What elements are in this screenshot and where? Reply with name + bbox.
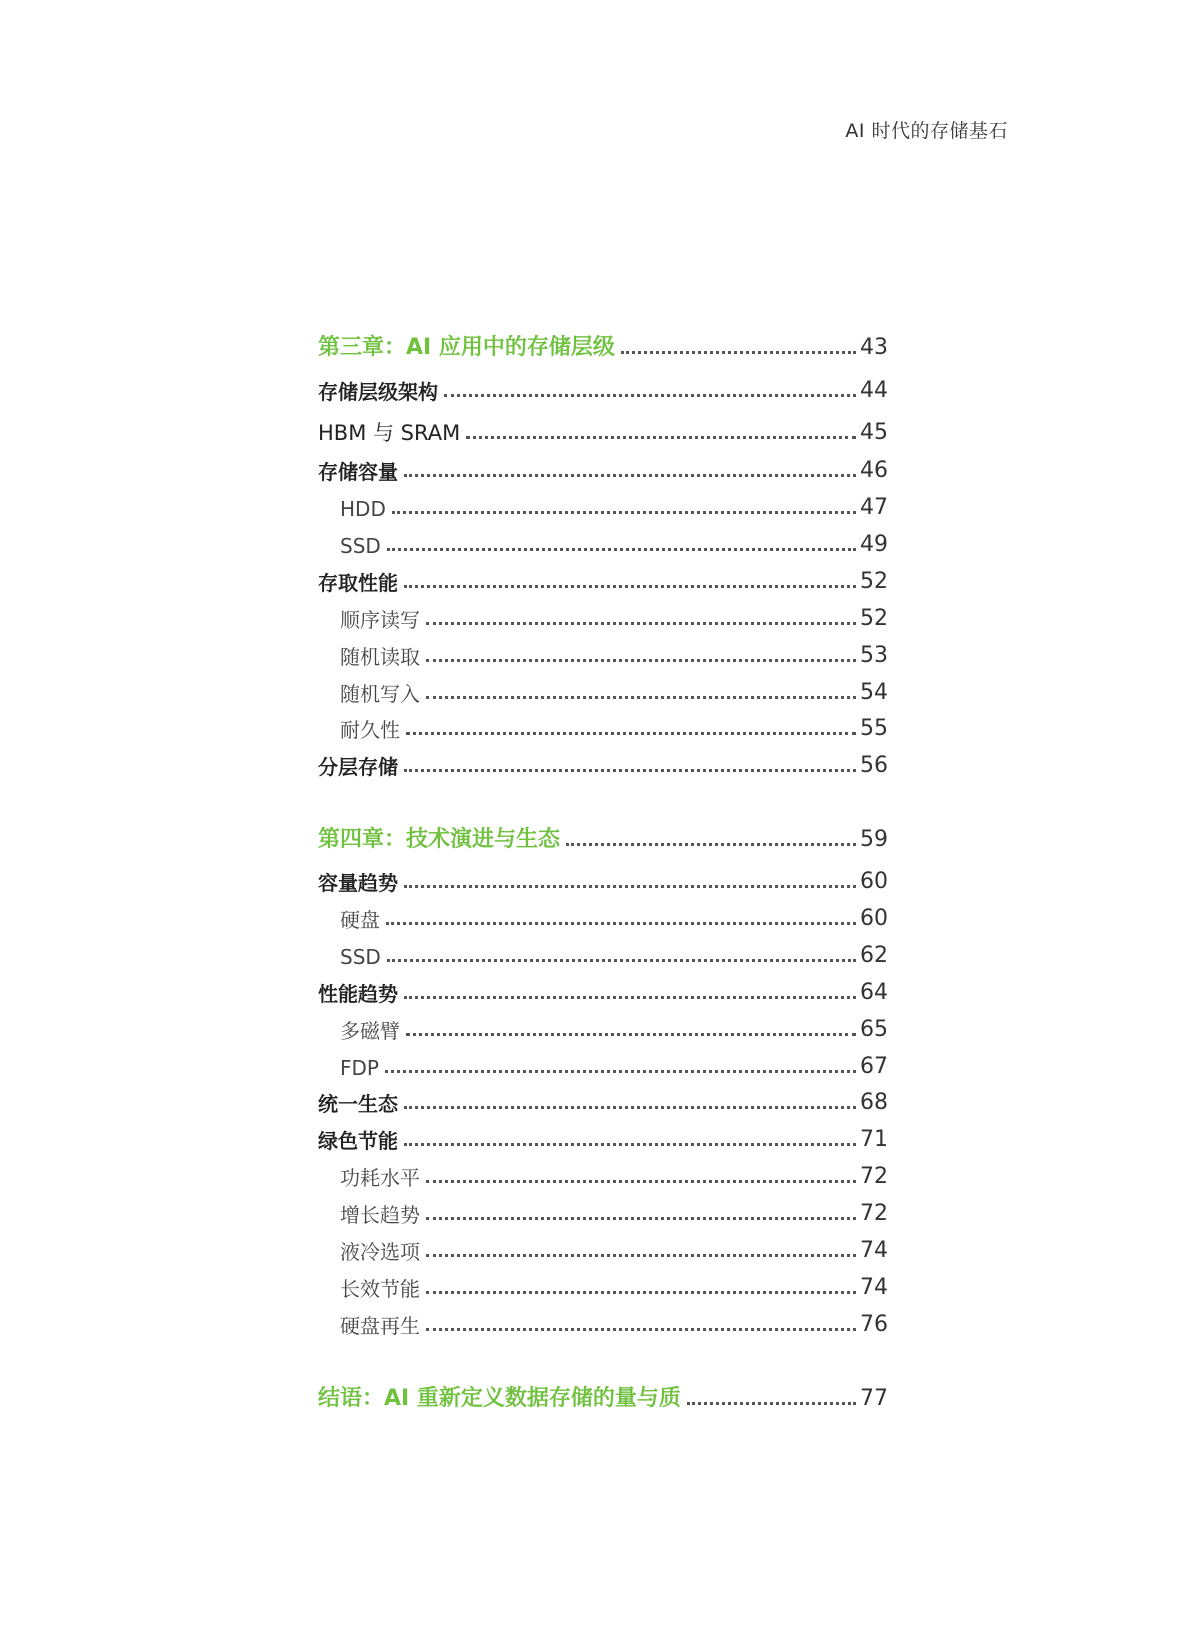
toc-page-number: 43 [860,335,888,360]
dot-leader [406,1033,856,1036]
dot-leader [404,1106,856,1109]
toc-page-number: 56 [860,753,888,778]
running-header: AI 时代的存储基石 [845,120,1008,142]
toc-section[interactable] [318,871,888,893]
toc-entry-title: 耐久性 [340,718,400,742]
dot-leader [426,1328,856,1331]
toc-entry-title: 存储容量 [318,460,398,484]
toc-subsection[interactable] [318,1019,888,1041]
toc-entry-title: SSD [340,945,381,969]
toc-entry-title: 统一生态 [318,1092,398,1116]
toc-entry-title: SSD [340,534,381,558]
toc-entry-title: 长效节能 [340,1277,420,1301]
dot-leader [621,351,856,354]
dot-leader [404,769,856,772]
toc-entry-title: 性能趋势 [318,982,398,1006]
dot-leader [426,1254,856,1257]
toc-page-number: 64 [860,980,888,1005]
toc-page-number: 53 [860,643,888,668]
toc-page-number: 72 [860,1201,888,1226]
toc-page-number: 47 [860,495,888,520]
toc-entry-title: 容量趋势 [318,871,398,895]
toc-entry-title: 绿色节能 [318,1129,398,1153]
toc-subsection[interactable] [318,1240,888,1262]
toc-entry-title: 存取性能 [318,571,398,595]
toc-page-number: 49 [860,532,888,557]
dot-leader [444,394,856,397]
dot-leader [687,1402,856,1405]
toc-subsection[interactable] [318,718,888,740]
dot-leader [404,585,856,588]
toc-page-number: 52 [860,606,888,631]
dot-leader [387,959,856,962]
toc-subsection[interactable] [318,1203,888,1225]
toc-entry-title: 第三章：AI 应用中的存储层级 [318,335,615,360]
toc-entry-title: 随机写入 [340,682,420,706]
toc-page-number: 68 [860,1090,888,1115]
toc-entry-title: 随机读取 [340,645,420,669]
dot-leader [426,696,856,699]
toc-subsection[interactable] [318,534,888,556]
dot-leader [404,885,856,888]
toc-entry-title: 增长趋势 [340,1203,420,1227]
toc-page-number: 65 [860,1017,888,1042]
toc-subsection[interactable] [318,682,888,704]
toc-page-number: 77 [860,1386,888,1411]
toc-page-number: 60 [860,906,888,931]
dot-leader [404,474,856,477]
toc-epilogue[interactable] [318,1388,888,1410]
toc-section[interactable] [318,380,888,402]
toc-page-number: 45 [860,420,888,445]
toc-section[interactable] [318,755,888,777]
dot-leader [466,436,856,439]
toc-entry-title: 分层存储 [318,755,398,779]
toc-entry-title: 存储层级架构 [318,380,438,404]
toc-entry-title: HDD [340,497,386,521]
toc-entry-title: 硬盘 [340,908,380,932]
toc-entry-title: 结语：AI 重新定义数据存储的量与质 [318,1386,681,1411]
toc-entry-title: 液冷选项 [340,1240,420,1264]
toc-page-number: 71 [860,1127,888,1152]
dot-leader [426,659,856,662]
dot-leader [426,1217,856,1220]
toc-page-number: 74 [860,1275,888,1300]
toc-page-number: 72 [860,1164,888,1189]
toc-subsection[interactable] [318,497,888,519]
toc-subsection[interactable] [318,645,888,667]
toc-section[interactable] [318,982,888,1004]
dot-leader [404,1143,856,1146]
toc-subsection[interactable] [318,1277,888,1299]
toc-chapter-3[interactable] [318,337,888,359]
toc-entry-title: 顺序读写 [340,608,420,632]
toc-subsection[interactable] [318,908,888,930]
toc-entry-title: HBM 与 SRAM [318,421,461,445]
dot-leader [386,922,856,925]
toc-subsection[interactable] [318,1314,888,1336]
toc-entry-title: 第四章：技术演进与生态 [318,827,561,852]
dot-leader [404,996,856,999]
toc-entry-title: 功耗水平 [340,1166,420,1190]
toc-section[interactable] [318,571,888,593]
dot-leader [406,732,856,735]
toc-page-number: 44 [860,378,888,403]
toc-page-number: 74 [860,1238,888,1263]
dot-leader [426,1291,856,1294]
toc-page-number: 54 [860,680,888,705]
toc-page-number: 52 [860,569,888,594]
toc-page-number: 62 [860,943,888,968]
toc-page-number: 46 [860,458,888,483]
dot-leader [392,511,856,514]
toc-page-number: 55 [860,716,888,741]
toc-page-number: 60 [860,869,888,894]
toc-chapter-4[interactable] [318,829,888,851]
toc-entry-title: FDP [340,1056,379,1080]
dot-leader [566,843,856,846]
toc-subsection[interactable] [318,1166,888,1188]
dot-leader [387,548,856,551]
dot-leader [426,622,856,625]
toc-section[interactable] [318,422,888,444]
toc-subsection[interactable] [318,945,888,967]
toc-section[interactable] [318,1092,888,1114]
toc-section[interactable] [318,460,888,482]
toc-subsection[interactable] [318,1056,888,1078]
toc-page-number: 76 [860,1312,888,1337]
toc-entry-title: 硬盘再生 [340,1314,420,1338]
toc-section[interactable] [318,1129,888,1151]
dot-leader [385,1070,856,1073]
toc-subsection[interactable] [318,608,888,630]
dot-leader [426,1180,856,1183]
toc-page-number: 67 [860,1054,888,1079]
toc-entry-title: 多磁臂 [340,1019,400,1043]
toc-page-number: 59 [860,827,888,852]
